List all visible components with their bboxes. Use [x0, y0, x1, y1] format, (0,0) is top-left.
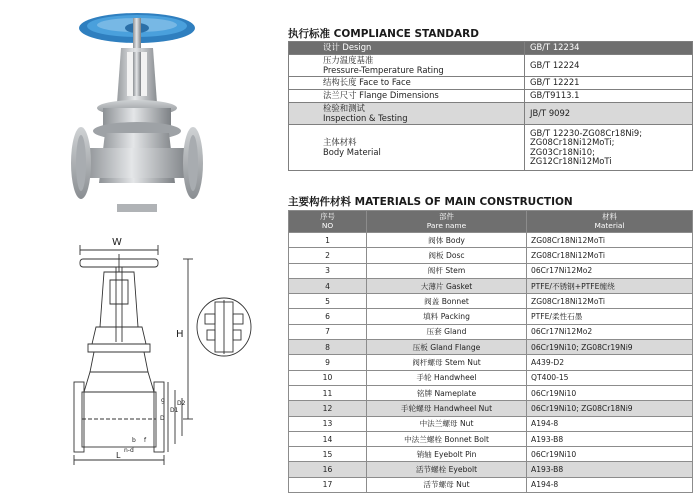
part-name: 大薄片 Gasket	[367, 278, 527, 293]
material-name: PTFE/柔性石墨	[527, 309, 693, 324]
table-row	[289, 462, 693, 477]
detail-view	[195, 296, 253, 358]
row-number: 5	[289, 294, 367, 309]
table-row	[289, 477, 693, 492]
material-name: 06Cr17Ni12Mo2	[527, 324, 693, 339]
material-name: ZG08Cr18Ni12MoTi	[527, 248, 693, 263]
compliance-label: 主体材料 Body Material	[289, 125, 525, 171]
table-row	[289, 309, 693, 324]
material-name: 06Cr19Ni10; ZG08Cr19Ni9	[527, 340, 693, 355]
row-number: 4	[289, 278, 367, 293]
table-row	[289, 324, 693, 339]
part-name: 压板 Gland Flange	[367, 340, 527, 355]
header-no: 序号 NO	[289, 211, 367, 233]
row-number: 14	[289, 431, 367, 446]
row-number: 7	[289, 324, 367, 339]
header-part: 部件 Pare name	[367, 211, 527, 233]
materials-header-row	[289, 211, 693, 233]
row-number: 8	[289, 340, 367, 355]
part-name: 中法兰螺栓 Bonnet Bolt	[367, 431, 527, 446]
dim-f-label: f	[144, 437, 147, 444]
row-number: 3	[289, 263, 367, 278]
compliance-label: 结构长度 Face to Face	[289, 77, 525, 90]
part-name: 活节螺栓 Eyebolt	[367, 462, 527, 477]
part-name: 中法兰螺母 Nut	[367, 416, 527, 431]
materials-title: 主要构件材料 MATERIALS OF MAIN CONSTRUCTION	[288, 196, 573, 208]
material-name: ZG08Cr18Ni12MoTi	[527, 294, 693, 309]
material-name: QT400-15	[527, 370, 693, 385]
row-number: 17	[289, 477, 367, 492]
part-name: 阀杆 Stem	[367, 263, 527, 278]
part-name: 阀盖 Bonnet	[367, 294, 527, 309]
row-number: 12	[289, 401, 367, 416]
material-name: ZG08Cr18Ni12MoTi	[527, 233, 693, 248]
part-name: 填料 Packing	[367, 309, 527, 324]
table-row	[289, 340, 693, 355]
compliance-row	[289, 125, 693, 171]
row-number: 2	[289, 248, 367, 263]
row-number: 10	[289, 370, 367, 385]
compliance-value: GB/T 12224	[525, 55, 693, 77]
compliance-value: JB/T 9092	[525, 103, 693, 125]
dim-d2-label: D2	[177, 400, 186, 407]
compliance-value: GB/T9113.1	[525, 90, 693, 103]
part-name: 销轴 Eyebolt Pin	[367, 447, 527, 462]
material-name: 06Cr19Ni10; ZG08Cr18Ni9	[527, 401, 693, 416]
compliance-row	[289, 42, 693, 55]
part-name: 阀体 Body	[367, 233, 527, 248]
dim-n-label: n-d	[124, 447, 134, 454]
compliance-value: GB/T 12234	[525, 42, 693, 55]
part-name: 手轮螺母 Handwheel Nut	[367, 401, 527, 416]
table-row	[289, 401, 693, 416]
table-row	[289, 416, 693, 431]
row-number: 11	[289, 385, 367, 400]
material-name: 06Cr17Ni12Mo2	[527, 263, 693, 278]
dim-h-label: H	[176, 329, 184, 340]
table-row	[289, 431, 693, 446]
material-name: A193-B8	[527, 462, 693, 477]
table-row	[289, 447, 693, 462]
material-name: A194-8	[527, 416, 693, 431]
part-name: 活节螺母 Nut	[367, 477, 527, 492]
table-row	[289, 294, 693, 309]
compliance-row	[289, 103, 693, 125]
compliance-row	[289, 90, 693, 103]
dim-d-label: D	[160, 415, 165, 422]
dim-d1-label: D1	[170, 407, 179, 414]
material-name: 06Cr19Ni10	[527, 447, 693, 462]
row-number: 15	[289, 447, 367, 462]
compliance-value: GB/T 12221	[525, 77, 693, 90]
part-name: 铭牌 Nameplate	[367, 385, 527, 400]
compliance-label: 压力温度基准 Pressure-Temperature Rating	[289, 55, 525, 77]
part-name: 手轮 Handwheel	[367, 370, 527, 385]
materials-table	[288, 210, 693, 493]
compliance-label: 法兰尺寸 Flange Dimensions	[289, 90, 525, 103]
table-row	[289, 370, 693, 385]
material-name: A194-8	[527, 477, 693, 492]
table-row	[289, 278, 693, 293]
row-number: 9	[289, 355, 367, 370]
table-row	[289, 233, 693, 248]
dim-g-label: g	[161, 397, 165, 404]
dim-l-label: L	[116, 451, 121, 460]
valve-photo	[55, 8, 225, 218]
row-number: 1	[289, 233, 367, 248]
table-row	[289, 355, 693, 370]
table-row	[289, 263, 693, 278]
header-material: 材料 Material	[527, 211, 693, 233]
material-name: A439-D2	[527, 355, 693, 370]
compliance-label: 检验和测试 Inspection & Testing	[289, 103, 525, 125]
table-row	[289, 385, 693, 400]
row-number: 16	[289, 462, 367, 477]
dim-w-label: W	[112, 237, 122, 248]
dim-b-label: b	[132, 437, 136, 444]
compliance-value: GB/T 12230-ZG08Cr18Ni9; ZG08Cr18Ni12MoTi; ZG03Cr18Ni10; ZG12Cr18Ni12MoTi	[525, 125, 693, 171]
part-name: 阀杆螺母 Stem Nut	[367, 355, 527, 370]
material-name: 06Cr19Ni10	[527, 385, 693, 400]
row-number: 13	[289, 416, 367, 431]
part-name: 阀板 Dosc	[367, 248, 527, 263]
part-name: 压套 Gland	[367, 324, 527, 339]
compliance-title: 执行标准 COMPLIANCE STANDARD	[288, 28, 479, 40]
compliance-label: 设计 Design	[289, 42, 525, 55]
table-row	[289, 248, 693, 263]
compliance-table	[288, 41, 693, 171]
row-number: 6	[289, 309, 367, 324]
compliance-row	[289, 77, 693, 90]
material-name: PTFE/不锈钢+PTFE缠绕	[527, 278, 693, 293]
compliance-row	[289, 55, 693, 77]
material-name: A193-B8	[527, 431, 693, 446]
